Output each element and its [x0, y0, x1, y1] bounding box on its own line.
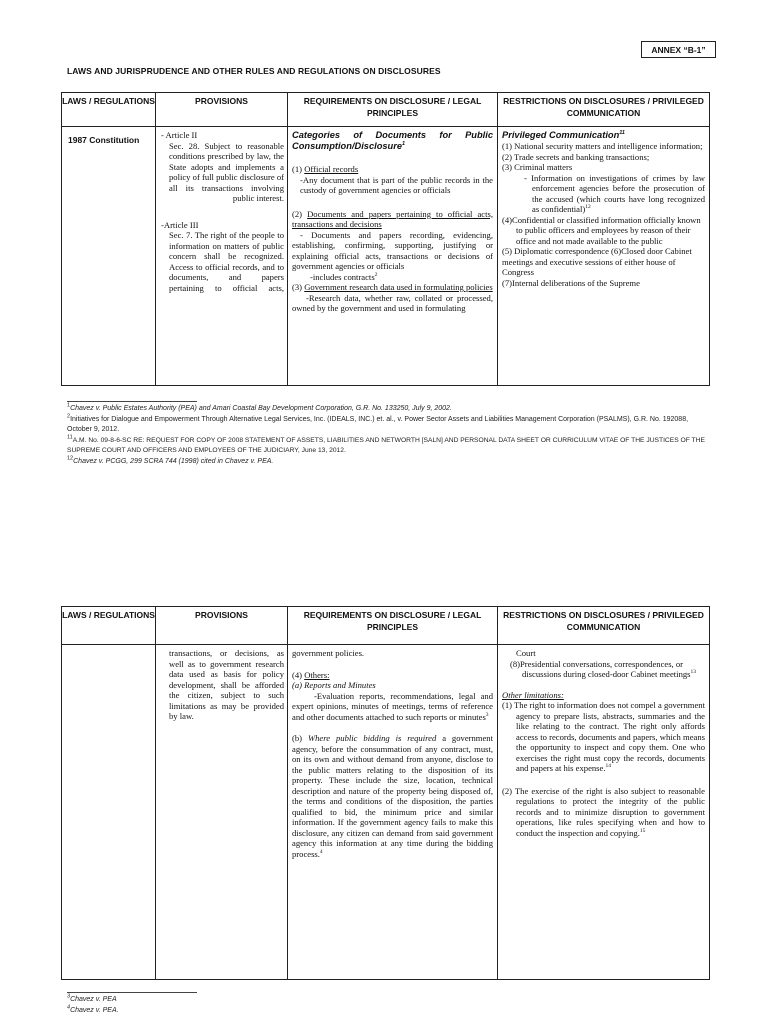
restrictions-cell — [498, 645, 710, 980]
table-header-row — [62, 607, 710, 645]
provisions-cell — [156, 127, 288, 386]
restriction-4: (4)Confidential or classified information officially known to public officers and employees by reason of their office and not made available to the public — [502, 214, 701, 246]
header-restrictions: RESTRICTIONS ON DISCLOSURES / PRIVILEGED COMMUNICATION — [498, 607, 710, 645]
restrictions-cell — [498, 127, 710, 386]
header-requirements: REQUIREMENTS ON DISCLOSURE / LEGAL PRINCIPLES — [288, 93, 498, 127]
requirements-cell — [288, 127, 498, 386]
annex-label: ANNEX “B-1” — [641, 41, 716, 58]
footnote-rule — [67, 401, 197, 402]
header-provisions: PROVISIONS — [156, 93, 288, 127]
item-research-data: (3) Government research data used in formulating policies — [292, 282, 493, 292]
restriction-8: (8)Presidential conversations, correspondences, or discussions during closed-door Cabinet meetings$^{13}$ — [510, 658, 697, 679]
provisions-cell — [156, 645, 288, 980]
requirements-continued: government policies. — [292, 648, 365, 658]
restriction-3-sub: - Information on investigations of crimes by law enforcement agencies before the prosecution of the accused (which courts have long recognized as confidential)$^{12}$ — [524, 172, 705, 214]
categories-heading: Categories of Documents for Public Consumption/Disclosure$^1$ — [292, 130, 493, 151]
restrictions-continued: Court — [516, 648, 536, 658]
footnotes-page2 — [67, 995, 712, 1016]
public-bidding-text: (b) Where public bidding is required a government agency, before the consummation of any contract, must, on its own and without demand from anyone, disclose to the public matters relating to the disposition of its property. These include the size, location, technical description and nature of the property being disposed of, the terms and conditions of the disposition, the parties qualified to bid, the minimum price and similar information. If the government agency fails to make this disclosure, any citizen can demand from said government agency this information at any time during the bidding process.$^4$ — [292, 733, 493, 859]
footnote-4: $^4$Chavez v. PEA. — [67, 1004, 119, 1014]
restriction-1: (1) National security matters and intelligence information; — [502, 141, 703, 151]
item-documents-papers-text: - Documents and papers recording, evidencing, establishing, confirming, supporting, justifying or explaining official acts, transactions or decisions of government agencies or officials — [292, 229, 493, 271]
includes-contracts: -includes contracts$^2$ — [310, 271, 378, 282]
restriction-5-6: (5) Diplomatic correspondence (6)Closed door Cabinet meetings and executive sessions of either house of Congress — [502, 246, 692, 277]
provisions-continued: transactions, or decisions, as well as to government research data used as basis for policy development, shall be afforded the citizen, subject to such limitations as may be provided by law. — [169, 648, 284, 721]
footnote-12: $^{12}$Chavez v. PCGG, 299 SCRA 744 (1998) cited in Chavez v. PEA. — [67, 455, 274, 465]
restriction-3: (3) Criminal matters — [502, 162, 573, 172]
article-3-heading: -Article III — [161, 219, 199, 230]
other-limitations-heading: Other limitations: — [502, 689, 564, 700]
header-requirements: REQUIREMENTS ON DISCLOSURE / LEGAL PRINCIPLES — [288, 607, 498, 645]
restriction-2: (2) Trade secrets and banking transactions; — [502, 151, 650, 162]
privileged-heading: Privileged Communication$^{11}$ — [502, 129, 625, 140]
restriction-7: (7)Internal deliberations of the Supreme — [502, 277, 640, 288]
item-others: (4) Others: — [292, 669, 330, 680]
document-title: LAWS AND JURISPRUDENCE AND OTHER RULES AND REGULATIONS ON DISCLOSURES — [67, 66, 441, 76]
item-official-records-text: -Any document that is part of the public records in the custody of government agencies or officials — [300, 174, 493, 195]
item-documents-papers: (2) Documents and papers pertaining to official acts, transactions and decisions — [292, 208, 493, 229]
disclosure-table-page1 — [61, 92, 710, 386]
disclosure-table-page2 — [61, 606, 710, 980]
law-name: 1987 Constitution — [68, 135, 140, 145]
footnote-2: $^2$Initiatives for Dialogue and Empowerment Through Alternative Legal Services, Inc. (IDEALS, INC.) et. al., v. Power Sector Assets and Liabilities Management Corporation (PSALMS), G.R. No. 192088, October 9, 2012. — [67, 413, 689, 433]
article-2-text: Sec. 28. Subject to reasonable conditions prescribed by law, the State adopts and implements a policy of full public disclosure of all its transactions involving public interest. — [169, 140, 284, 203]
article-2-heading: - Article II — [161, 130, 198, 140]
table-row — [62, 645, 710, 980]
reports-minutes-label: (a) Reports and Minutes — [292, 680, 376, 690]
law-cell — [62, 127, 156, 386]
reports-minutes-text: -Evaluation reports, recommendations, legal and expert opinions, minutes of meetings, terms of reference and other documents attached to such reports or minutes$^3$ — [292, 690, 493, 722]
item-research-data-text: -Research data, whether raw, collated or processed, owned by the government and used in formulating — [292, 292, 493, 313]
header-provisions: PROVISIONS — [156, 607, 288, 645]
footnote-rule — [67, 992, 197, 993]
footnote-3: $^3$Chavez v. PEA — [67, 993, 117, 1003]
table-header-row — [62, 93, 710, 127]
footnotes-page1 — [67, 404, 712, 467]
article-3-text: Sec. 7. The right of the people to information on matters of public concern shall be recognized. Access to official records, and to documents, and papers pertaining to official acts, — [169, 230, 284, 293]
item-official-records: (1) Official records — [292, 164, 359, 174]
header-laws: LAWS / REGULATIONS — [62, 93, 156, 127]
law-cell — [62, 645, 156, 980]
table-row — [62, 127, 710, 386]
header-laws: LAWS / REGULATIONS — [62, 607, 156, 645]
limitation-2: (2) The exercise of the right is also subject to reasonable regulations to protect the integrity of the public records and to minimize disruption to government operations, like rules specifying when and how to conduct the inspection and copying.$^{15}$ — [502, 785, 705, 838]
footnote-11: $^{11}$A.M. No. 09-8-6-SC RE: REQUEST FOR COPY OF 2008 STATEMENT OF ASSETS, LIABILITIES AND NETWORTH [SALN] AND PERSONAL DATA SHEET OR CURRICULUM VITAE OF THE JUSTICES OF THE SUPREME COURT AND OFFICERS AND EMPLOYEES OF THE JUDICIARY, June 13, 2012. — [67, 434, 705, 454]
footnote-1: $^1$Chavez v. Public Estates Authority (PEA) and Amari Coastal Bay Development Corporation, G.R. No. 133250, July 9, 2002. — [67, 402, 452, 412]
requirements-cell — [288, 645, 498, 980]
header-restrictions: RESTRICTIONS ON DISCLOSURES / PRIVILEGED COMMUNICATION — [498, 93, 710, 127]
limitation-1: (1) The right to information does not compel a government agency to prepare lists, abstracts, summaries and the like relating to the contract. The right only affords access to records, documents and papers, which means the opportunity to inspect and copy them. One who exercises the right must copy the records, documents and papers at his expense.$^{14}$ — [502, 700, 705, 773]
